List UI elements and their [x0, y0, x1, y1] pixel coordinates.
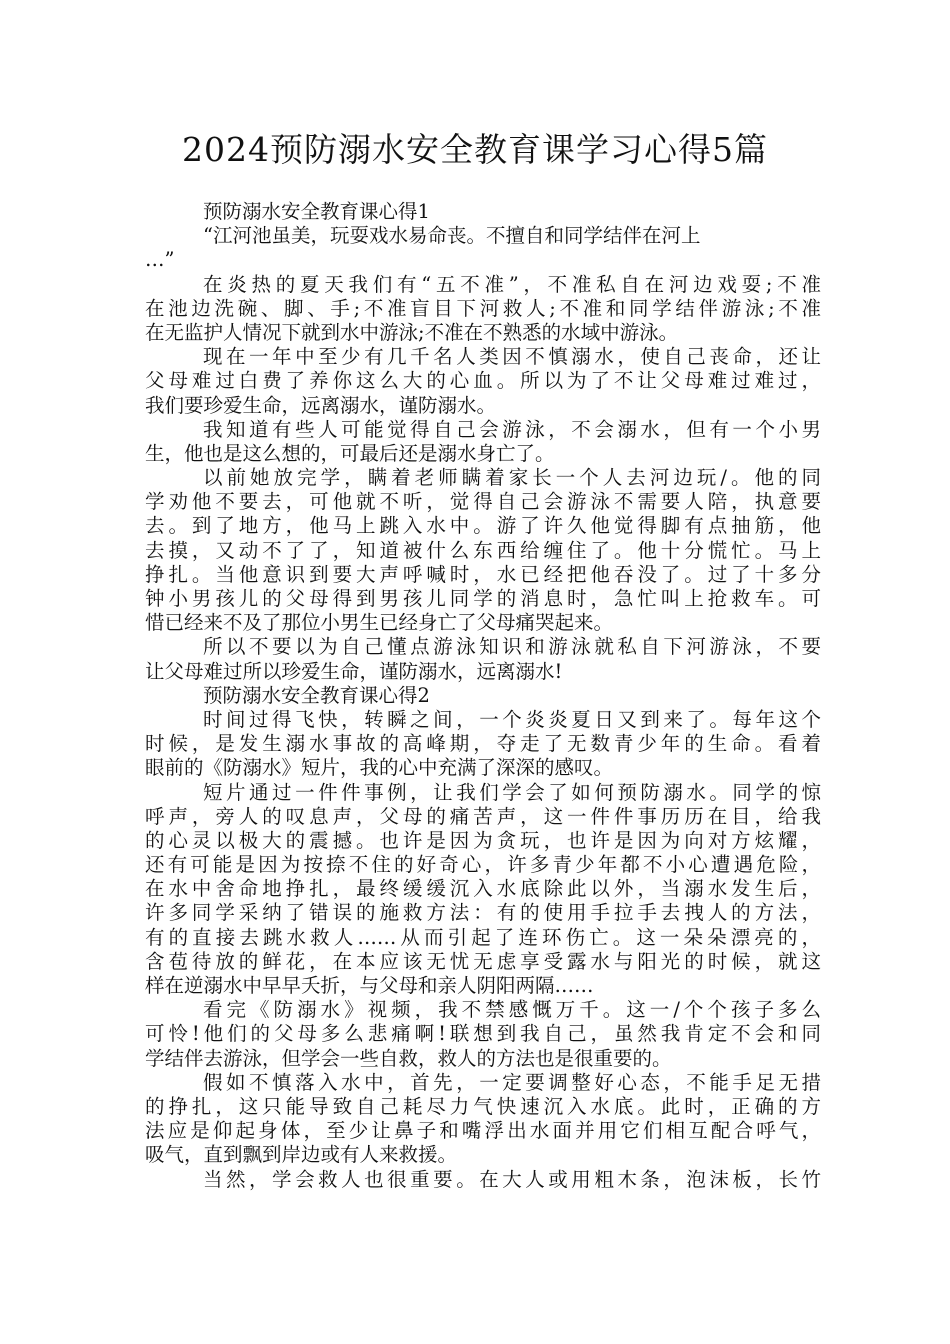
text-line: 时间过得飞快，转瞬之间，一个炎炎夏日又到来了。每年这个 — [203, 707, 821, 731]
text-line: 的挣扎，这只能导致自己耗尽力气快速沉入水底。此时，正确的方 — [145, 1094, 821, 1118]
text-line: 在水中舍命地挣扎，最终缓缓沉入水底除此以外，当溺水发生后， — [145, 877, 821, 901]
text-line: 当然，学会救人也很重要。在大人或用粗木条，泡沫板，长竹 — [203, 1167, 821, 1191]
text-line: 含苞待放的鲜花，在本应该无忧无虑享受露水与阳光的时候，就这 — [145, 949, 821, 973]
text-line: 呼声，旁人的叹息声，父母的痛苦声，这一件件事历历在目，给我 — [145, 804, 821, 828]
text-line: 短片通过一件件事例，让我们学会了如何预防溺水。同学的惊 — [203, 780, 821, 804]
text-line: 时候，是发生溺水事故的高峰期，夺走了无数青少年的生命。看着 — [145, 732, 821, 756]
text-line: 生，他也是这么想的，可最后还是溺水身亡了。 — [145, 441, 555, 465]
text-line: 的心灵以极大的震撼。也许是因为贪玩，也许是因为向对方炫耀， — [145, 828, 821, 852]
text-line: 学劝他不要去，可他就不听，觉得自己会游泳不需要人陪，执意要 — [145, 490, 821, 514]
text-line: 学结伴去游泳，但学会一些自救，救人的方法也是很重要的。 — [145, 1046, 672, 1070]
text-line: 预防溺水安全教育课心得2 — [203, 683, 430, 707]
text-line: 钟小男孩儿的父母得到男孩儿同学的消息时，急忙叫上抢救车。可 — [145, 587, 821, 610]
text-line: 现在一年中至少有几千名人类因不慎溺水，使自己丧命，还让 — [203, 345, 821, 369]
text-line: 许多同学采纳了错误的施救方法：有的使用手拉手去拽人的方法， — [145, 901, 821, 925]
text-line: 法应是仰起身体，至少让鼻子和嘴浮出水面并用它们相互配合呼气， — [145, 1119, 821, 1143]
text-line: 预防溺水安全教育课心得1 — [203, 200, 430, 223]
document-title: 2024预防溺水安全教育课学习心得5篇 — [182, 130, 768, 169]
text-line: 看完《防溺水》视频，我不禁感慨万千。这一/个个孩子多么 — [203, 998, 821, 1022]
text-line: 挣扎。当他意识到要大声呼喊时，水已经把他吞没了。过了十多分 — [145, 562, 821, 586]
text-line: 吸气，直到飘到岸边或有人来救援。 — [145, 1143, 458, 1167]
text-line: 去。到了地方，他马上跳入水中。游了许久他觉得脚有点抽筋，他 — [145, 514, 821, 538]
text-line: 所以不要以为自己懂点游泳知识和游泳就私自下河游泳，不要 — [203, 635, 821, 659]
document-body — [145, 200, 821, 1192]
text-line: 我们要珍爱生命，远离溺水，谨防溺水。 — [145, 393, 497, 417]
text-line: 以前她放完学，瞒着老师瞒着家长一个人去河边玩/。他的同 — [203, 466, 821, 490]
text-line: 我知道有些人可能觉得自己会游泳，不会溺水，但有一个小男 — [203, 417, 821, 441]
text-line: …” — [145, 248, 175, 272]
text-line: 有的直接去跳水救人……从而引起了连环伤亡。这一朵朵漂亮的， — [145, 925, 821, 949]
text-line: 在炎热的夏天我们有“五不准”，不准私自在河边戏耍;不准 — [203, 272, 821, 296]
text-line: 在池边洗碗、脚、手;不准盲目下河救人;不准和同学结伴游泳;不准 — [145, 296, 821, 320]
text-line: 假如不慎落入水中，首先，一定要调整好心态，不能手足无措 — [203, 1070, 821, 1094]
text-line: 在无监护人情况下就到水中游泳;不准在不熟悉的水域中游泳。 — [145, 320, 679, 344]
text-line: 还有可能是因为按捺不住的好奇心，许多青少年都不小心遭遇危险， — [145, 853, 821, 877]
text-line: 样在逆溺水中早早夭折，与父母和亲人阴阳两隔…… — [145, 974, 594, 997]
text-line: 眼前的《防溺水》短片，我的心中充满了深深的感叹。 — [145, 756, 614, 780]
text-line: 惜已经来不及了那位小男生已经身亡了父母痛哭起来。 — [145, 611, 614, 635]
text-line: 去摸，又动不了了，知道被什么东西给缠住了。他十分慌忙。马上 — [145, 538, 821, 562]
text-line: 可怜!他们的父母多么悲痛啊!联想到我自己，虽然我肯定不会和同 — [145, 1022, 821, 1046]
text-line: 让父母难过所以珍爱生命，谨防溺水，远离溺水! — [145, 659, 563, 683]
text-line: “江河池虽美，玩耍戏水易命丧。不擅自和同学结伴在河上 — [203, 224, 701, 248]
text-line: 父母难过白费了养你这么大的心血。所以为了不让父母难过难过， — [145, 369, 821, 393]
